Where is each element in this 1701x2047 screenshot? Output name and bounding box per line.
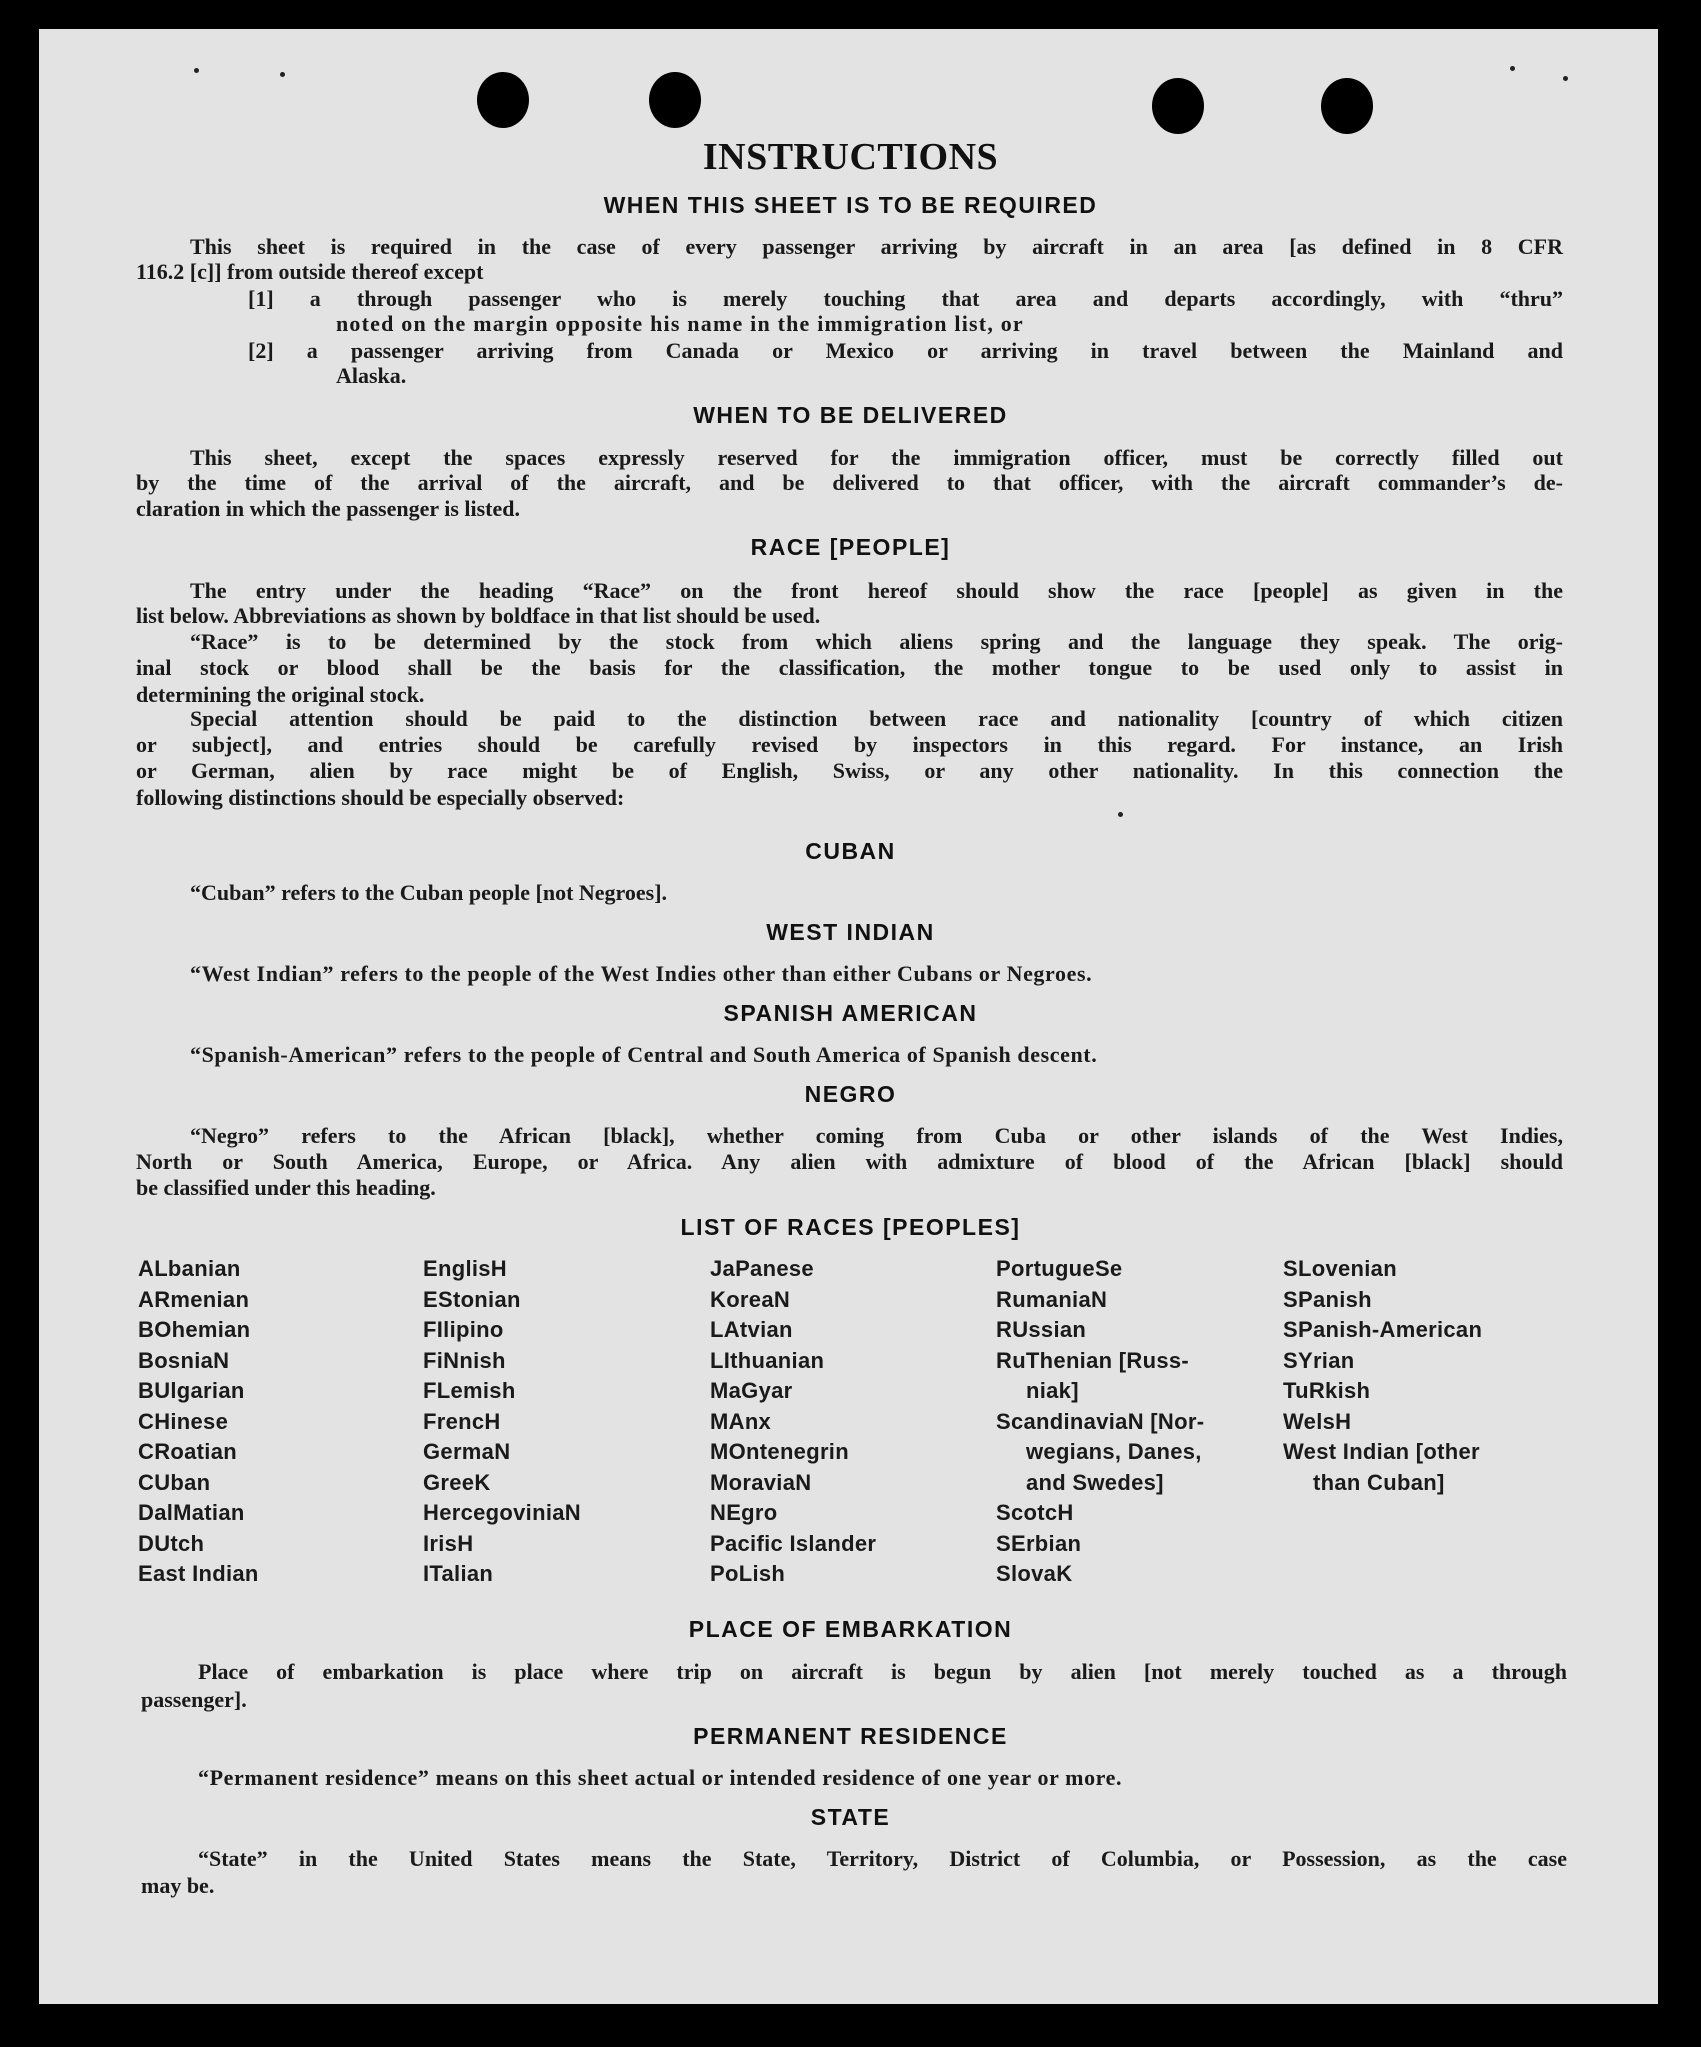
race-list-item: CUban bbox=[138, 1469, 211, 1495]
race-list-item: RUssian bbox=[996, 1317, 1087, 1342]
race-list-item: ITalian bbox=[423, 1561, 494, 1586]
speck bbox=[1510, 66, 1515, 71]
heading-negro: NEGRO bbox=[804, 1081, 897, 1107]
race-list-item: SLovenian bbox=[1283, 1256, 1397, 1281]
race-list-item: FIlipino bbox=[423, 1317, 504, 1342]
text-line: “Spanish-American” refers to the people of Central and South America of Spanish descent. bbox=[190, 1042, 1098, 1067]
text-line: passenger]. bbox=[141, 1687, 247, 1712]
race-list-item: MAnx bbox=[710, 1408, 772, 1434]
heading-list-of-races: LIST OF RACES [PEOPLES] bbox=[680, 1214, 1021, 1240]
race-list-item: EnglisH bbox=[423, 1256, 507, 1281]
races-column-3 bbox=[710, 1254, 876, 1590]
heading-permanent-residence: PERMANENT RESIDENCE bbox=[693, 1723, 1008, 1749]
race-list-item: ALbanian bbox=[138, 1256, 241, 1281]
race-list-item: MoraviaN bbox=[710, 1469, 812, 1495]
text-line: claration in which the passenger is listed. bbox=[136, 496, 521, 521]
races-column-1 bbox=[138, 1254, 259, 1590]
punch-hole bbox=[477, 72, 529, 128]
race-list-item: CRoatian bbox=[138, 1439, 237, 1464]
race-list-item-continuation: than Cuban] bbox=[1313, 1469, 1445, 1495]
race-list-item: RuThenian [Russ- bbox=[996, 1347, 1190, 1373]
speck bbox=[194, 68, 199, 73]
race-list-item: IrisH bbox=[423, 1530, 474, 1556]
heading-when-delivered: WHEN TO BE DELIVERED bbox=[693, 402, 1008, 428]
race-list-item: LIthuanian bbox=[710, 1347, 825, 1373]
text-line: 116.2 [c]] from outside thereof except bbox=[136, 259, 484, 284]
race-list-item: BUlgarian bbox=[138, 1378, 245, 1403]
exception-item-1-cont: noted on the margin opposite his name in the immigration list, or bbox=[336, 311, 1024, 336]
heading-race: RACE [PEOPLE] bbox=[750, 534, 951, 560]
race-list-item: East Indian bbox=[138, 1561, 259, 1586]
race-list-item: DUtch bbox=[138, 1530, 205, 1556]
race-list-item: PoLish bbox=[710, 1561, 786, 1586]
race-list-item: GermaN bbox=[423, 1439, 511, 1464]
races-column-5 bbox=[1283, 1254, 1482, 1498]
races-column-2 bbox=[423, 1254, 581, 1590]
race-list-item: KoreaN bbox=[710, 1286, 791, 1312]
text-line: The entry under the heading “Race” on the front hereof should show the race [people] as given in the bbox=[190, 578, 1563, 603]
heading-place-of-embarkation: PLACE OF EMBARKATION bbox=[688, 1616, 1013, 1642]
heading-west-indian: WEST INDIAN bbox=[766, 919, 935, 945]
race-list-item: NEgro bbox=[710, 1500, 778, 1525]
text-line: This sheet is required in the case of every passenger arriving by aircraft in an area [as defined in 8 CFR bbox=[190, 234, 1563, 259]
heading-spanish-american: SPANISH AMERICAN bbox=[723, 1000, 978, 1026]
race-list-item: LAtvian bbox=[710, 1317, 793, 1342]
race-list-item: ScotcH bbox=[996, 1500, 1074, 1525]
text-line: Special attention should be paid to the distinction between race and nationality [country of which citizen bbox=[190, 706, 1563, 731]
race-list-item: RumaniaN bbox=[996, 1286, 1108, 1312]
text-line: by the time of the arrival of the aircraft, and be delivered to that officer, with the aircraft commander’s de- bbox=[136, 470, 1563, 495]
race-list-item: SYrian bbox=[1283, 1347, 1355, 1373]
text-line: “Negro” refers to the African [black], whether coming from Cuba or other islands of the West Indies, bbox=[190, 1123, 1563, 1148]
text-line: Place of embarkation is place where trip on aircraft is begun by alien [not merely touched as a through bbox=[198, 1659, 1567, 1684]
race-list-item-continuation: niak] bbox=[1026, 1378, 1079, 1403]
text-line: “West Indian” refers to the people of the West Indies other than either Cubans or Negroes. bbox=[190, 961, 1093, 986]
race-list-item: BosniaN bbox=[138, 1347, 230, 1373]
text-line: be classified under this heading. bbox=[136, 1175, 436, 1200]
race-list-item: FiNnish bbox=[423, 1347, 506, 1373]
race-list-item: SPanish bbox=[1283, 1286, 1372, 1312]
race-list-item: EStonian bbox=[423, 1286, 521, 1312]
race-list-item: FLemish bbox=[423, 1378, 516, 1403]
race-list-item: GreeK bbox=[423, 1469, 491, 1495]
text-line: “State” in the United States means the State, Territory, District of Columbia, or Possession, as the case bbox=[198, 1846, 1567, 1871]
text-line: This sheet, except the spaces expressly reserved for the immigration officer, must be correctly filled out bbox=[190, 445, 1563, 470]
race-list-item: SPanish-American bbox=[1283, 1317, 1483, 1342]
race-list-item-continuation: wegians, Danes, bbox=[1026, 1439, 1202, 1464]
race-list-item: TuRkish bbox=[1283, 1378, 1371, 1403]
race-list-item: SErbian bbox=[996, 1530, 1082, 1556]
race-list-item: JaPanese bbox=[710, 1256, 814, 1281]
punch-hole bbox=[1152, 78, 1204, 134]
punch-hole bbox=[649, 72, 701, 128]
race-list-item: BOhemian bbox=[138, 1317, 251, 1342]
speck bbox=[1563, 76, 1568, 81]
heading-cuban: CUBAN bbox=[805, 838, 896, 864]
race-list-item-continuation: and Swedes] bbox=[1026, 1469, 1164, 1495]
race-list-item: MOntenegrin bbox=[710, 1439, 849, 1464]
race-list-item: DalMatian bbox=[138, 1500, 245, 1525]
text-line: “Race” is to be determined by the stock from which aliens spring and the language they speak. The orig- bbox=[190, 629, 1563, 654]
text-line: or subject], and entries should be carefully revised by inspectors in this regard. For instance, an Irish bbox=[136, 732, 1563, 757]
text-line: may be. bbox=[141, 1873, 215, 1898]
race-list-item: West Indian [other bbox=[1283, 1439, 1480, 1464]
page-title: INSTRUCTIONS bbox=[702, 136, 999, 178]
race-list-item: SlovaK bbox=[996, 1561, 1073, 1586]
race-list-item: ScandinaviaN [Nor- bbox=[996, 1408, 1205, 1434]
text-line: inal stock or blood shall be the basis for the classification, the mother tongue to be used only to assist in bbox=[136, 655, 1563, 680]
speck bbox=[280, 72, 285, 77]
race-list-item: ARmenian bbox=[138, 1286, 250, 1312]
text-line: North or South America, Europe, or Africa. Any alien with admixture of blood of the African [black] should bbox=[136, 1149, 1563, 1174]
speck bbox=[1118, 812, 1123, 817]
text-line: determining the original stock. bbox=[136, 682, 425, 707]
text-line: following distinctions should be especially observed: bbox=[136, 785, 625, 810]
race-list-item: CHinese bbox=[138, 1408, 229, 1434]
exception-item-2: [2] a passenger arriving from Canada or Mexico or arriving in travel between the Mainland and bbox=[248, 338, 1563, 363]
heading-state: STATE bbox=[810, 1804, 891, 1830]
punch-hole bbox=[1321, 78, 1373, 134]
text-line: list below. Abbreviations as shown by boldface in that list should be used. bbox=[136, 603, 821, 628]
text-line: “Permanent residence” means on this sheet actual or intended residence of one year or more. bbox=[198, 1765, 1123, 1790]
race-list-item: FrencH bbox=[423, 1408, 501, 1434]
race-list-item: PortugueSe bbox=[996, 1256, 1123, 1281]
text-line: or German, alien by race might be of English, Swiss, or any other nationality. In this connection the bbox=[136, 758, 1563, 783]
race-list-item: WelsH bbox=[1283, 1408, 1352, 1434]
race-list-item: Pacific Islander bbox=[710, 1530, 877, 1556]
exception-item-1: [1] a through passenger who is merely touching that area and departs accordingly, with “thru” bbox=[248, 286, 1563, 311]
races-column-4 bbox=[996, 1254, 1204, 1590]
race-list-item: MaGyar bbox=[710, 1378, 793, 1403]
exception-item-2-cont: Alaska. bbox=[336, 363, 407, 388]
text-line: “Cuban” refers to the Cuban people [not Negroes]. bbox=[190, 880, 668, 905]
heading-when-required: WHEN THIS SHEET IS TO BE REQUIRED bbox=[603, 192, 1098, 218]
race-list-item: HercegoviniaN bbox=[423, 1500, 581, 1525]
